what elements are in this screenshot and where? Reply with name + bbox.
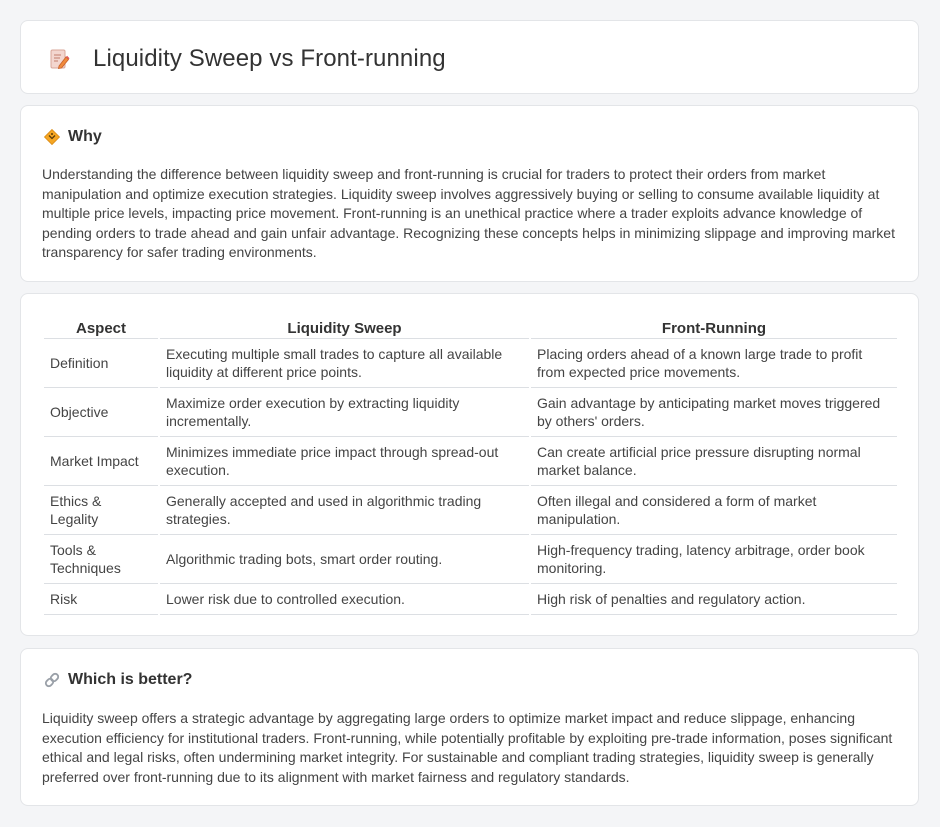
aspect-cell: Objective <box>44 388 158 437</box>
aspect-cell: Tools & Techniques <box>44 535 158 584</box>
front-running-cell: Placing orders ahead of a known large trade to profit from expected price movements. <box>531 339 897 388</box>
better-paragraph: Liquidity sweep offers a strategic advantage by aggregating large orders to optimize market impact and reduce slippage, enhancing execution efficiency for institutional traders. Front-running, while potentially profitable by exploiting pre-trade information, poses significant ethical and legal risks, often undermining market integrity. For sustainable and compliant trading strategies, liquidity sweep is generally preferred over front-running due to its alignment with market fairness and regulatory standards. <box>42 710 893 785</box>
table-row <box>44 486 897 535</box>
title-card <box>20 20 919 94</box>
header-aspect: Aspect <box>44 315 158 339</box>
page-title: Liquidity Sweep vs Front-running <box>93 45 446 72</box>
better-heading: Which is better? <box>68 671 193 688</box>
liquidity-sweep-cell: Minimizes immediate price impact through spread-out execution. <box>160 437 529 486</box>
front-running-cell: High-frequency trading, latency arbitrage, order book monitoring. <box>531 535 897 584</box>
table-header-row <box>44 315 897 339</box>
liquidity-sweep-cell: Algorithmic trading bots, smart order routing. <box>160 535 529 584</box>
front-running-cell: High risk of penalties and regulatory action. <box>531 584 897 615</box>
front-running-cell: Gain advantage by anticipating market moves triggered by others' orders. <box>531 388 897 437</box>
table-row <box>44 339 897 388</box>
table-row <box>44 388 897 437</box>
comparison-table <box>42 315 899 615</box>
table-row <box>44 584 897 615</box>
which-is-better-card <box>20 648 919 806</box>
why-paragraph: Understanding the difference between liquidity sweep and front-running is crucial for traders to protect their orders from market manipulation and optimize execution strategies. Liquidity sweep involves aggressively buying or selling to consume available liquidity at multiple price levels, impacting price movement. Front-running is an unethical practice where a trader exploits advance knowledge of pending orders to trade ahead and gain unfair advantage. Recognizing these concepts helps in minimizing slippage and improving market transparency for safer trading environments. <box>42 166 895 261</box>
why-card <box>20 105 919 282</box>
liquidity-sweep-cell: Generally accepted and used in algorithmic trading strategies. <box>160 486 529 535</box>
aspect-cell: Market Impact <box>44 437 158 486</box>
liquidity-sweep-cell: Lower risk due to controlled execution. <box>160 584 529 615</box>
link-icon <box>43 671 61 689</box>
better-heading-row <box>43 671 192 689</box>
liquidity-sweep-cell: Maximize order execution by extracting liquidity incrementally. <box>160 388 529 437</box>
why-heading-row <box>43 128 102 146</box>
table-row <box>44 437 897 486</box>
comparison-card <box>20 293 919 636</box>
aspect-cell: Definition <box>44 339 158 388</box>
aspect-cell: Ethics & Legality <box>44 486 158 535</box>
front-running-cell: Often illegal and considered a form of market manipulation. <box>531 486 897 535</box>
table-row <box>44 535 897 584</box>
why-heading: Why <box>68 128 102 145</box>
aspect-cell: Risk <box>44 584 158 615</box>
title-row <box>47 45 446 73</box>
header-liquidity-sweep: Liquidity Sweep <box>160 315 529 339</box>
front-running-cell: Can create artificial price pressure disrupting normal market balance. <box>531 437 897 486</box>
diamond-sign-icon <box>43 128 61 146</box>
document-edit-icon <box>47 47 71 71</box>
header-front-running: Front-Running <box>531 315 897 339</box>
liquidity-sweep-cell: Executing multiple small trades to capture all available liquidity at different price points. <box>160 339 529 388</box>
